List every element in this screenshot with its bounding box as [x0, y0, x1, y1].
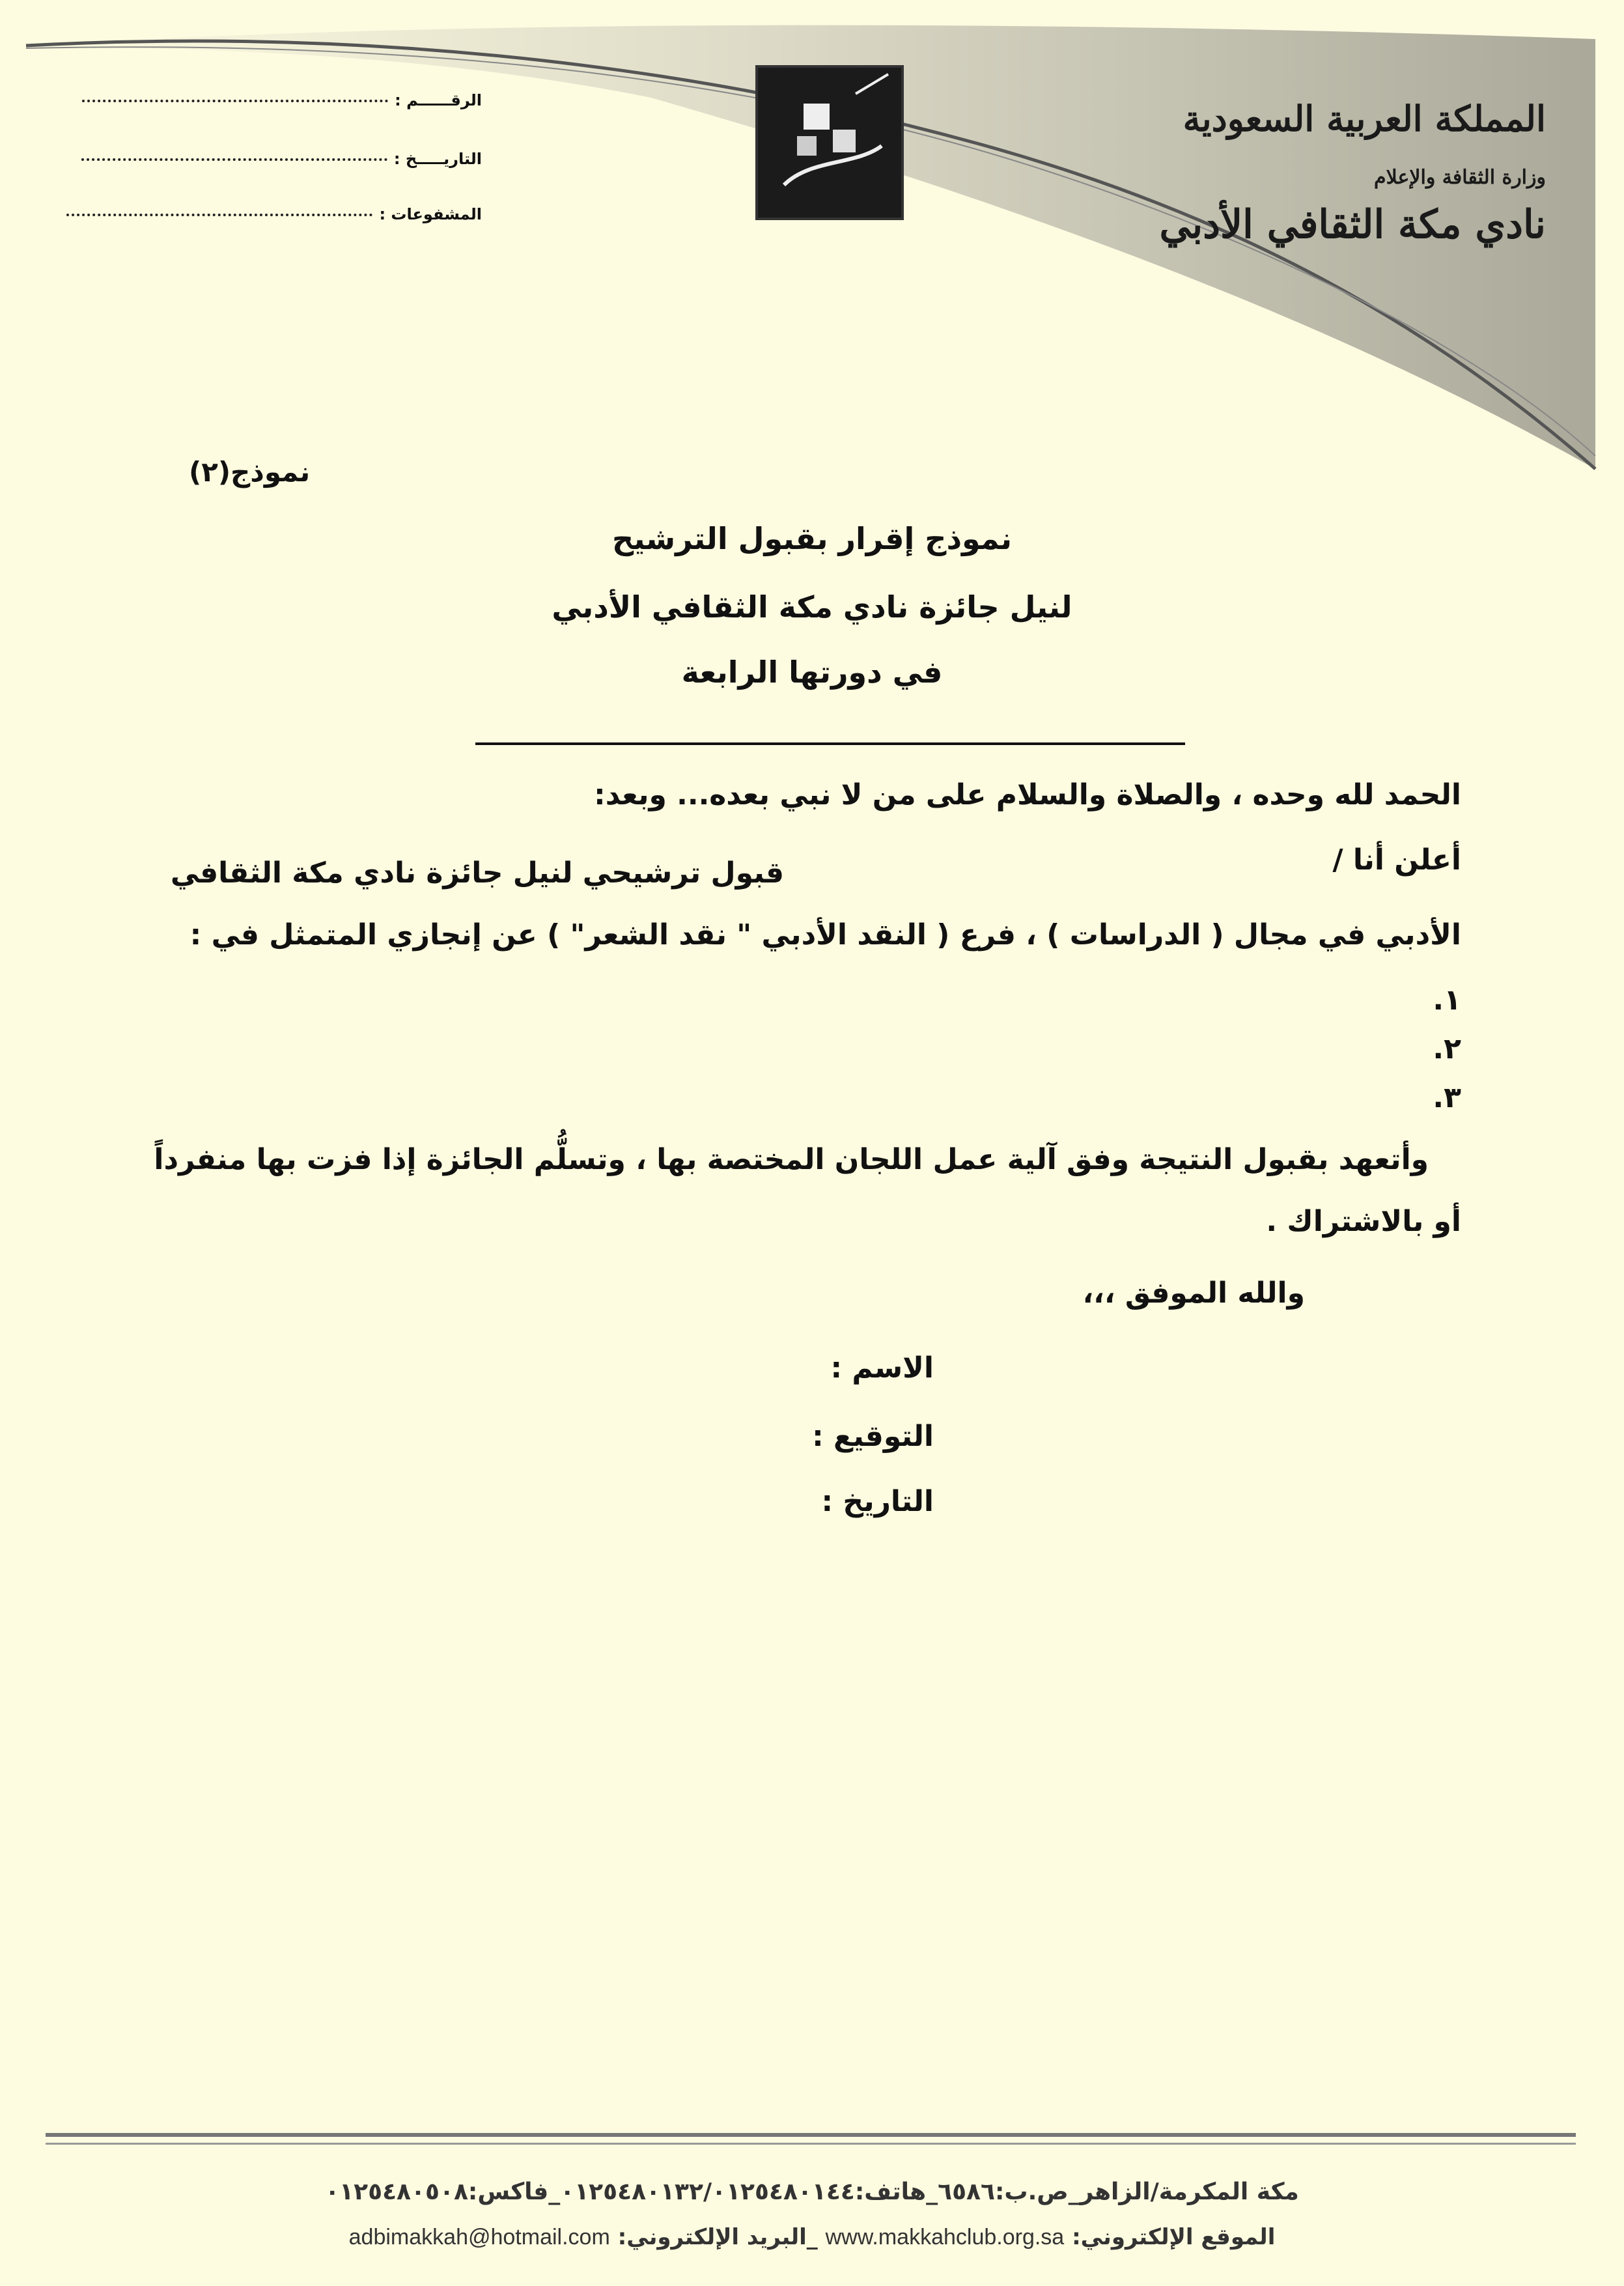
ref-attachments-dots [66, 214, 372, 216]
form-title-line3: في دورتها الرابعة [681, 655, 943, 690]
signature-sign-label: التوقيع : [812, 1420, 934, 1453]
title-divider [475, 742, 1185, 745]
club-logo [755, 65, 904, 220]
greeting-text: الحمد لله وحده ، والصلاة والسلام على من لا نبي بعده... وبعد: [594, 778, 1461, 811]
form-title-line1: نموذج إقرار بقبول الترشيح [611, 521, 1012, 556]
form-label: نموذج(٢) [189, 456, 311, 488]
ref-date-label: التاريـــــخ : [393, 150, 482, 168]
ref-date-dots [81, 158, 387, 161]
declare-text: قبول ترشيحي لنيل جائزة نادي مكة الثقافي [170, 856, 784, 890]
footer-email-link[interactable]: adbimakkah@hotmail.com [348, 2225, 610, 2250]
pledge-line1: وأتعهد بقبول النتيجة وفق آلية عمل اللجان المختصة بها ، وتسلُّم الجائزة إذا فزت بها منفرداً [154, 1143, 1429, 1176]
footer-website-label: الموقع الإلكتروني: [1072, 2224, 1276, 2250]
club-logo-icon [758, 68, 901, 218]
ref-number-dots [82, 100, 388, 102]
footer-address: مكة المكرمة/الزاهر_ص.ب:٦٥٨٦_هاتف:٠١٢٥٤٨٠١٣٢/٠١٢٥٤٨٠١٤٤_فاكس:٠١٢٥٤٨٠٥٠٨ [325, 2179, 1299, 2205]
footer-divider [46, 2133, 1576, 2137]
org-ministry: وزارة الثقافة والإعلام [1374, 166, 1546, 189]
achievement-item-3: ٣. [1433, 1081, 1461, 1114]
pledge-line2: أو بالاشتراك . [1266, 1205, 1461, 1238]
achievement-item-2: ٢. [1433, 1032, 1461, 1065]
closing-text: والله الموفق ،،، [1082, 1277, 1305, 1310]
footer-divider-thin [46, 2143, 1576, 2145]
signature-name-label: الاسم : [830, 1351, 934, 1385]
declare-intro: أعلن أنا / [1332, 843, 1461, 877]
footer-contact [0, 2224, 1624, 2250]
ref-number-label: الرقــــــم : [395, 91, 482, 109]
field-description: الأدبي في مجال ( الدراسات ) ، فرع ( النقد الأدبي " نقد الشعر" ) عن إنجازي المتمثل في : [189, 918, 1461, 952]
org-club-name: نادي مكة الثقافي الأدبي [1159, 202, 1546, 247]
org-country: المملكة العربية السعودية [1183, 98, 1546, 139]
ref-number-field [91, 91, 482, 130]
achievement-item-1: ١. [1433, 983, 1461, 1017]
ref-date-field [91, 150, 482, 189]
footer-website-link[interactable]: www.makkahclub.org.sa [825, 2225, 1065, 2250]
signature-date-label: التاريخ : [821, 1485, 934, 1518]
ref-attachments-field [91, 205, 482, 244]
form-title-line2: لنيل جائزة نادي مكة الثقافي الأدبي [552, 589, 1072, 625]
footer-email-label: _البريد الإلكتروني: [617, 2224, 818, 2250]
ref-attachments-label: المشفوعات : [379, 205, 482, 223]
